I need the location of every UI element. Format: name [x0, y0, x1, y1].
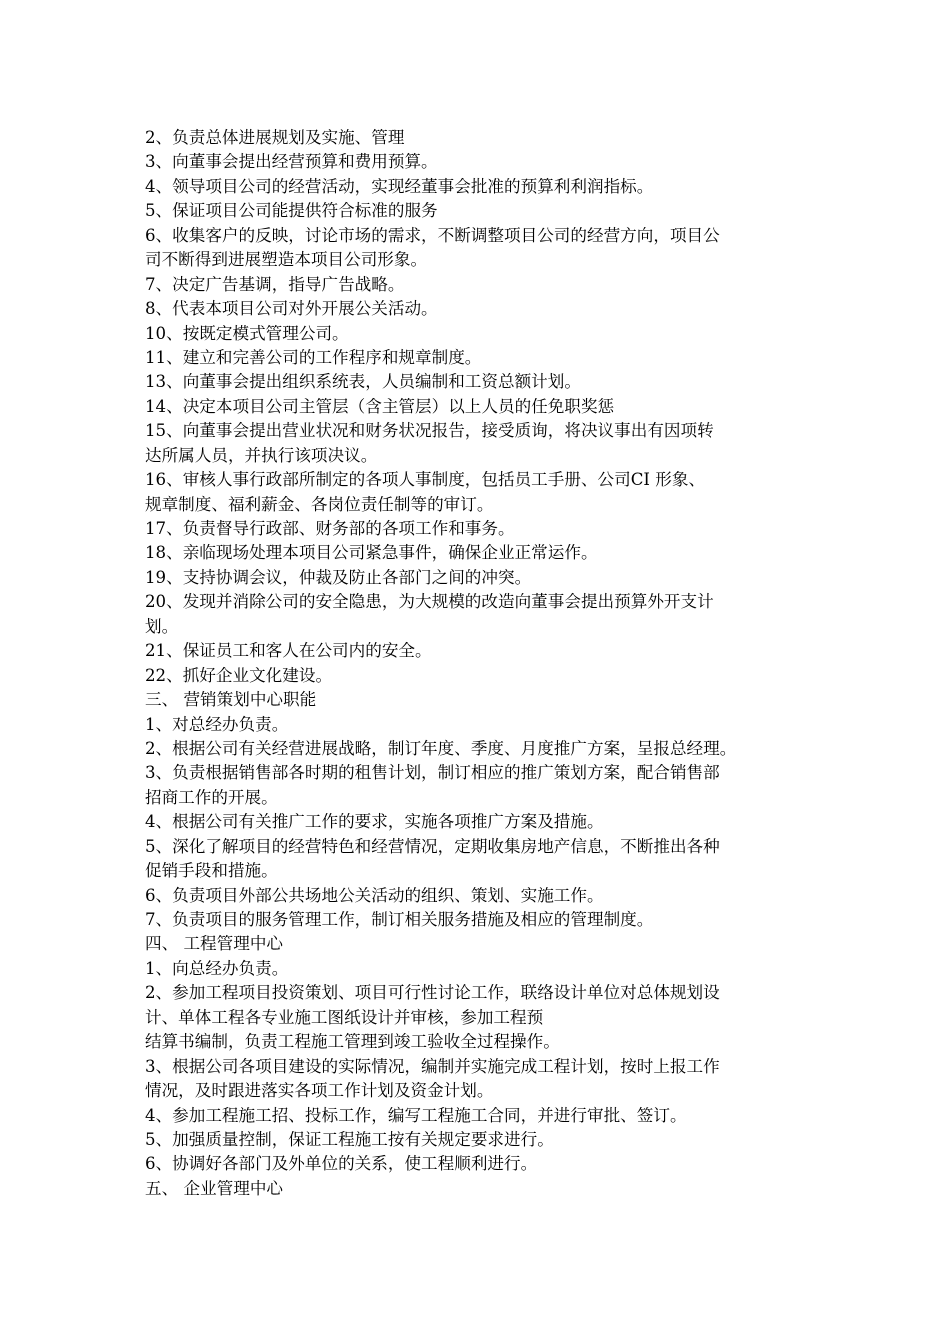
text-line: 3、负责根据销售部各时期的租售计划，制订相应的推广策划方案，配合销售部 — [145, 763, 720, 783]
text-line: 18、亲临现场处理本项目公司紧急事件，确保企业正常运作。 — [145, 543, 598, 563]
text-line: 3、向董事会提出经营预算和费用预算。 — [145, 152, 438, 172]
text-line: 三、 营销策划中心职能 — [145, 690, 317, 710]
text-line: 四、 工程管理中心 — [145, 934, 284, 954]
text-line: 20、发现并消除公司的安全隐患，为大规模的改造向董事会提出预算外开支计 — [145, 592, 714, 612]
text-line: 22、抓好企业文化建设。 — [145, 665, 333, 685]
text-line: 达所属人员，并执行该项决议。 — [145, 445, 378, 465]
text-line: 6、负责项目外部公共场地公关活动的组织、策划、实施工作。 — [145, 885, 604, 905]
text-line: 2、参加工程项目投资策划、项目可行性讨论工作，联络设计单位对总体规划设 — [145, 983, 720, 1003]
text-line: 2、负责总体进展规划及实施、管理 — [145, 128, 405, 147]
text-line: 5、加强质量控制，保证工程施工按有关规定要求进行。 — [145, 1129, 554, 1149]
text-line: 15、向董事会提出营业状况和财务状况报告，接受质询，将决议事出有因项转 — [145, 421, 714, 441]
text-line: 14、决定本项目公司主管层（含主管层）以上人员的任免职奖惩 — [145, 396, 615, 416]
text-line: 情况，及时跟进落实各项工作计划及资金计划。 — [145, 1081, 494, 1101]
text-line: 6、协调好各部门及外单位的关系，使工程顺利进行。 — [145, 1154, 538, 1174]
text-line: 2、根据公司有关经营进展战略，制订年度、季度、月度推广方案，呈报总经理。 — [145, 738, 737, 758]
text-line: 7、决定广告基调，指导广告战略。 — [145, 274, 405, 294]
text-line: 司不断得到进展塑造本项目公司形象。 — [145, 250, 428, 270]
text-line: 8、代表本项目公司对外开展公关活动。 — [145, 299, 438, 319]
text-line: 五、 企业管理中心 — [145, 1178, 284, 1198]
text-line: 招商工作的开展。 — [145, 787, 278, 807]
text-line: 4、根据公司有关推广工作的要求，实施各项推广方案及措施。 — [145, 812, 604, 832]
text-line: 13、向董事会提出组织系统表，人员编制和工资总额计划。 — [145, 372, 581, 392]
text-line: 6、收集客户的反映，讨论市场的需求，不断调整项目公司的经营方向，项目公 — [145, 225, 720, 245]
text-line: 21、保证员工和客人在公司内的安全。 — [145, 641, 432, 661]
text-line: 规章制度、福利薪金、各岗位责任制等的审订。 — [145, 494, 494, 514]
text-line: 促销手段和措施。 — [145, 861, 278, 881]
text-line: 17、负责督导行政部、财务部的各项工作和事务。 — [145, 519, 515, 538]
text-line: 3、根据公司各项目建设的实际情况，编制并实施完成工程计划，按时上报工作 — [145, 1056, 720, 1076]
text-line: 5、保证项目公司能提供符合标准的服务 — [145, 201, 438, 221]
text-line: 7、负责项目的服务管理工作，制订相关服务措施及相应的管理制度。 — [145, 910, 654, 929]
text-line: 计、单体工程各专业施工图纸设计并审核，参加工程预 — [145, 1007, 544, 1027]
text-line: 划。 — [145, 616, 179, 636]
text-line: 1、对总经办负责。 — [145, 714, 289, 734]
document-body — [145, 126, 825, 1201]
text-line: 结算书编制，负责工程施工管理到竣工验收全过程操作。 — [145, 1032, 560, 1052]
text-line: 4、领导项目公司的经营活动，实现经董事会批准的预算利利润指标。 — [145, 176, 654, 196]
text-line: 5、深化了解项目的经营特色和经营情况，定期收集房地产信息，不断推出各种 — [145, 836, 720, 856]
text-line: 19、支持协调会议，仲裁及防止各部门之间的冲突。 — [145, 567, 532, 587]
text-line: 1、向总经办负责。 — [145, 958, 289, 978]
text-line: 16、审核人事行政部所制定的各项人事制度，包括员工手册、公司CI 形象、 — [145, 470, 706, 490]
text-line: 4、参加工程施工招、投标工作，编写工程施工合同，并进行审批、签订。 — [145, 1105, 687, 1125]
text-line: 10、按既定模式管理公司。 — [145, 323, 349, 343]
text-line: 11、建立和完善公司的工作程序和规章制度。 — [145, 347, 482, 367]
